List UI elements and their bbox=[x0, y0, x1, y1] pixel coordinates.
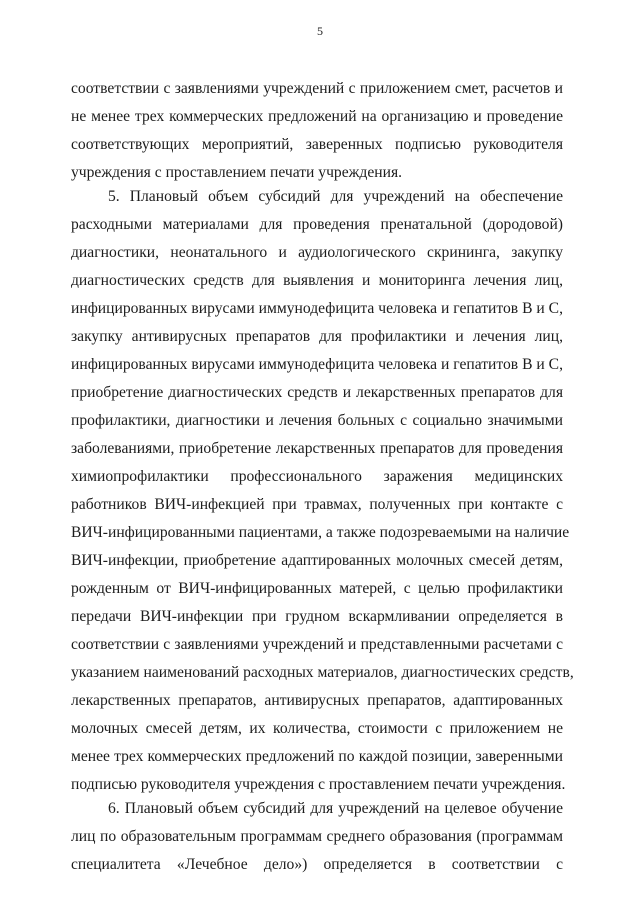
paragraph-line: молочных смесей детям, их количества, стоимости с приложением не bbox=[71, 720, 563, 737]
paragraph-line: лиц по образовательным программам среднего образования (программам bbox=[71, 828, 563, 845]
paragraph-line: учреждения с проставлением печати учреждения. bbox=[71, 164, 403, 181]
paragraph-line: 6. Плановый объем субсидий для учреждений на целевое обучение bbox=[108, 800, 563, 817]
paragraph-line: работников ВИЧ-инфекцией при травмах, полученных при контакте с bbox=[71, 496, 563, 513]
paragraph-line: рожденным от ВИЧ-инфицированных матерей, с целью профилактики bbox=[71, 580, 563, 597]
paragraph-line: соответствующих мероприятий, заверенных подписью руководителя bbox=[71, 136, 563, 153]
paragraph-line: менее трех коммерческих предложений по каждой позиции, заверенными bbox=[71, 748, 563, 765]
paragraph-line: закупку антивирусных препаратов для профилактики и лечения лиц, bbox=[71, 328, 563, 345]
paragraph-line: расходными материалами для проведения пренатальной (дородовой) bbox=[71, 216, 563, 233]
paragraph-line: не менее трех коммерческих предложений на организацию и проведение bbox=[71, 108, 563, 125]
paragraph-line: диагностики, неонатального и аудиологического скрининга, закупку bbox=[71, 244, 563, 261]
paragraph-line: указанием наименований расходных материалов, диагностических средств, bbox=[71, 664, 574, 681]
paragraph-line: профилактики, диагностики и лечения больных с социально значимыми bbox=[71, 412, 563, 429]
paragraph-line: лекарственных препаратов, антивирусных препаратов, адаптированных bbox=[71, 692, 563, 709]
paragraph-line: соответствии с заявлениями учреждений и представленными расчетами с bbox=[71, 636, 563, 653]
paragraph-line: ВИЧ-инфицированными пациентами, а также подозреваемыми на наличие bbox=[71, 524, 570, 541]
paragraph-line: заболеваниями, приобретение лекарственных препаратов для проведения bbox=[71, 440, 563, 457]
paragraph-line: приобретение диагностических средств и лекарственных препаратов для bbox=[71, 384, 563, 401]
paragraph-line: передачи ВИЧ-инфекции при грудном вскармливании определяется в bbox=[71, 608, 563, 625]
paragraph-line: специалитета «Лечебное дело») определяется в соответствии с bbox=[71, 856, 563, 873]
paragraph-line: ВИЧ-инфекции, приобретение адаптированных молочных смесей детям, bbox=[71, 552, 563, 569]
paragraph-line: диагностических средств для выявления и мониторинга лечения лиц, bbox=[71, 272, 563, 289]
paragraph-line: инфицированных вирусами иммунодефицита человека и гепатитов В и С, bbox=[71, 356, 563, 373]
paragraph-line: соответствии с заявлениями учреждений с приложением смет, расчетов и bbox=[71, 80, 563, 97]
paragraph-line: инфицированных вирусами иммунодефицита человека и гепатитов В и С, bbox=[71, 300, 563, 317]
paragraph-line: химиопрофилактики профессионального заражения медицинских bbox=[71, 468, 563, 485]
page-number: 5 bbox=[317, 24, 323, 38]
paragraph-line: 5. Плановый объем субсидий для учреждений на обеспечение bbox=[108, 188, 563, 205]
paragraph-line: подписью руководителя учреждения с проставлением печати учреждения. bbox=[71, 776, 566, 793]
